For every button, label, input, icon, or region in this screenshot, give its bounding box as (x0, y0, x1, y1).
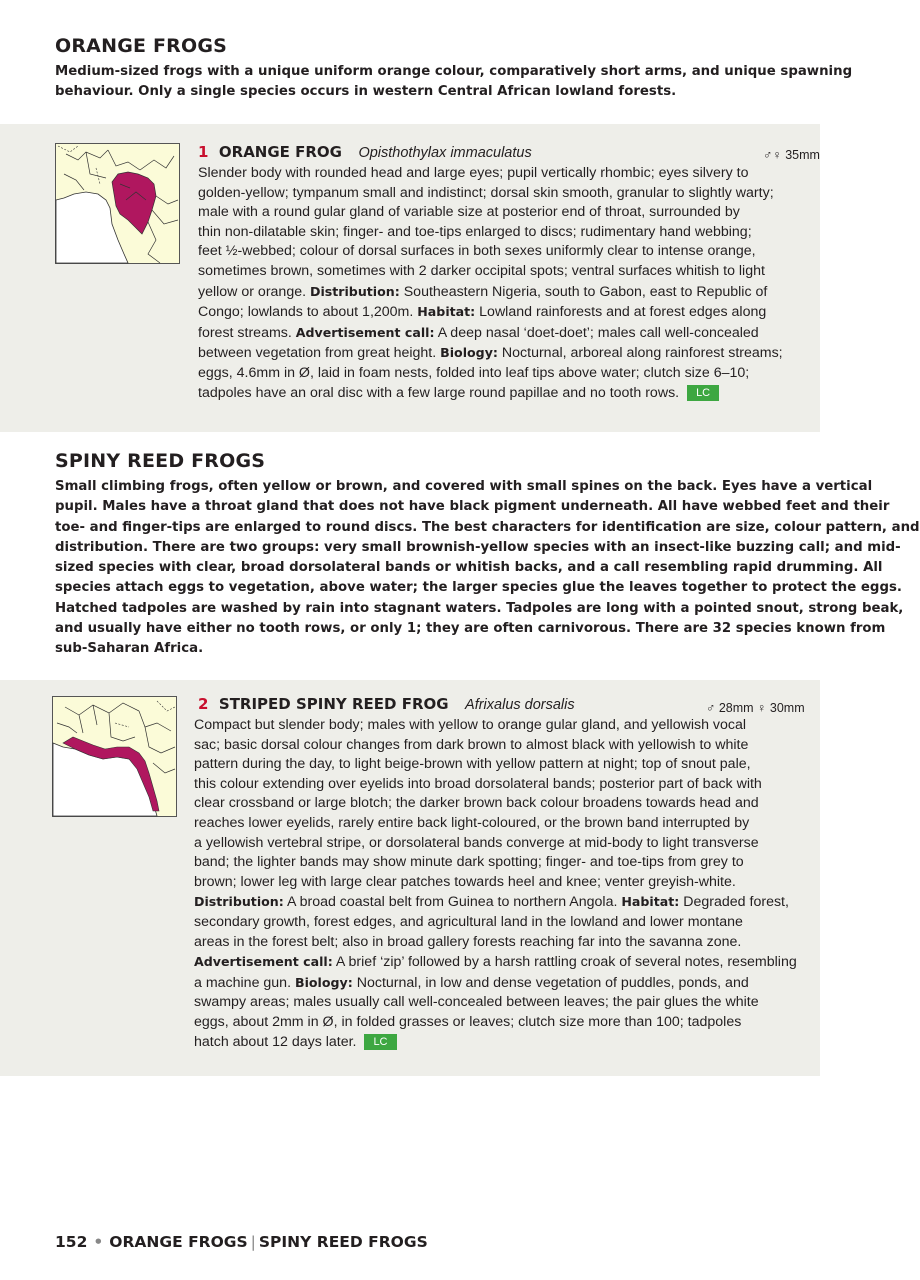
description-text: a machine gun. (194, 974, 295, 991)
footer-section-2: SPINY REED FROGS (258, 1233, 428, 1251)
description-text: pattern during the day, to light beige-brown with yellow pattern at night; top of snout pale, (194, 756, 751, 773)
description-text: a yellowish vertebral stripe, or dorsolateral bands converge at mid-body to light transverse (194, 834, 759, 851)
description-line (194, 973, 797, 994)
field-label: Advertisement call: (295, 324, 435, 340)
intro-line: pupil. Males have a throat gland that does not have black pigment underneath. All have webbed feet and their (55, 499, 890, 515)
description-text: Slender body with rounded head and large eyes; pupil vertically rhombic; eyes silvery to (198, 165, 749, 181)
description-text: secondary growth, forest edges, and agricultural land in the lowland and lower montane (194, 913, 743, 930)
description-line (198, 282, 783, 303)
species-size-orange-frog: ♂♀ 35mm (763, 148, 820, 162)
field-label: Distribution: (309, 283, 400, 299)
description-line (194, 755, 797, 775)
conservation-status-badge: LC (364, 1034, 396, 1050)
intro-line: sub-Saharan Africa. (55, 641, 204, 657)
species-latin-name: Opisthothylax immaculatus (358, 145, 532, 161)
species-common-name: STRIPED SPINY REED FROG (218, 695, 449, 713)
description-text: eggs, about 2mm in Ø, in folded grasses or leaves; clutch size more than 100; tadpoles (194, 1013, 742, 1030)
intro-line: sized species with clear, broad dorsolateral bands or whitish backs, and a call resembling rapid drumming. All (55, 560, 883, 576)
species-size-striped-spiny-reed-frog: ♂ 28mm ♀ 30mm (706, 701, 805, 715)
range-map-orange-frog (55, 143, 180, 264)
intro-line: Small climbing frogs, often yellow or brown, and covered with small spines on the back. Eyes have a vertical (55, 479, 873, 494)
page-number: 152 (55, 1233, 88, 1251)
description-line (198, 184, 783, 204)
species-number: 2 (198, 695, 209, 713)
footer-section-1: ORANGE FROGS (109, 1233, 248, 1251)
description-line (198, 364, 783, 384)
description-text: Lowland rainforests and at forest edges along (475, 304, 767, 321)
species-heading-orange-frog (198, 143, 532, 165)
description-line (194, 1033, 797, 1053)
field-label: Advertisement call: (194, 954, 333, 970)
species-description-orange-frog (198, 164, 783, 403)
description-text: areas in the forest belt; also in broad gallery forests reaching far into the savanna zone. (194, 933, 742, 950)
section-title-orange-frogs: ORANGE FROGS (55, 35, 228, 57)
description-line (198, 242, 783, 262)
description-line (194, 892, 797, 913)
intro-line: toe- and finger-tips are enlarged to round discs. The best characters for identification are size, colour pattern, and (55, 519, 920, 535)
description-line (194, 834, 797, 854)
description-text: golden-yellow; tympanum small and indistinct; dorsal skin smooth, granular to slightly warty; (198, 184, 774, 201)
description-text: Congo; lowlands to about 1,200m. (198, 304, 418, 321)
description-text: clear crossband or large blotch; the darker brown back colour broadens towards head and (194, 795, 759, 812)
description-text: this colour extending over eyelids into broad dorsolateral bands; posterior part of back with (194, 775, 762, 792)
field-label: Distribution: (194, 894, 284, 910)
field-label: Biology: (294, 974, 353, 990)
description-text: eggs, 4.6mm in Ø, laid in foam nests, folded into leaf tips above water; clutch size 6–10; (198, 364, 750, 381)
field-label: Habitat: (621, 894, 680, 910)
range-map-striped-spiny-reed-frog (52, 696, 177, 817)
description-line (198, 323, 783, 344)
bullet-icon: • (93, 1233, 104, 1251)
intro-line: Medium-sized frogs with a unique uniform orange colour, comparatively short arms, and unique spawning (55, 64, 853, 79)
description-line (194, 952, 797, 973)
description-line (194, 913, 797, 933)
description-line (198, 203, 783, 223)
intro-line: species attach eggs to vegetation, above water; the larger species glue the leaves together to protect the eggs. (55, 580, 902, 596)
description-text: Nocturnal, arboreal along rainforest streams; (497, 345, 783, 362)
description-text: Compact but slender body; males with yellow to orange gular gland, and yellowish vocal (194, 717, 747, 733)
species-latin-name: Afrixalus dorsalis (465, 697, 575, 713)
description-line (194, 736, 797, 756)
description-line (194, 1013, 797, 1033)
description-line (194, 933, 797, 953)
divider: | (250, 1233, 256, 1251)
description-line (198, 302, 783, 323)
species-heading-striped-spiny-reed-frog (198, 695, 575, 717)
description-text: forest streams. (198, 324, 296, 341)
species-description-striped-spiny-reed-frog (194, 716, 797, 1052)
description-text: sac; basic dorsal colour changes from dark brown to almost black with yellowish to white (194, 736, 749, 753)
intro-line: and usually have either no tooth rows, or only 1; they are often carnivorous. There are 32 species known from (55, 621, 886, 637)
section-intro-spiny-reed-frogs (55, 477, 920, 660)
description-line (198, 343, 783, 364)
description-line (198, 164, 783, 184)
intro-line: distribution. There are two groups: very small brownish-yellow species with an insect-like buzzing call; and mid- (55, 539, 901, 555)
section-title-spiny-reed-frogs: SPINY REED FROGS (55, 450, 266, 472)
description-text: band; the lighter bands may show minute dark spotting; finger- and toe-tips from grey to (194, 854, 744, 871)
description-text: sometimes brown, sometimes with 2 darker occipital spots; ventral surfaces whitish to light (198, 262, 765, 279)
description-line (194, 873, 797, 893)
description-text: A deep nasal ‘doet-doet’; males call well-concealed (434, 324, 759, 341)
description-text: swampy areas; males usually call well-concealed between leaves; the pair glues the white (194, 994, 759, 1011)
description-text: tadpoles have an oral disc with a few large round papillae and no tooth rows. (198, 384, 680, 401)
description-line (194, 716, 797, 736)
description-text: A broad coastal belt from Guinea to northern Angola. (283, 894, 622, 911)
description-text: thin non-dilatable skin; finger- and toe-tips enlarged to discs; rudimentary hand webbing; (198, 223, 752, 240)
description-line (194, 993, 797, 1013)
description-text: Southeastern Nigeria, south to Gabon, east to Republic of (399, 283, 768, 300)
description-line (198, 223, 783, 243)
section-intro-orange-frogs (55, 62, 853, 103)
description-line (198, 262, 783, 282)
description-text: A brief ‘zip’ followed by a harsh rattling croak of several notes, resembling (332, 954, 797, 971)
description-text: reaches lower eyelids, rarely entire back light-coloured, or the brown band interrupted by (194, 814, 750, 831)
description-text: feet ½-webbed; colour of dorsal surfaces in both sexes uniformly clear to intense orange, (198, 243, 756, 260)
description-line (194, 853, 797, 873)
description-line (198, 384, 783, 404)
description-text: between vegetation from great height. (198, 345, 441, 362)
page-footer (55, 1233, 428, 1251)
description-line (194, 775, 797, 795)
intro-line: behaviour. Only a single species occurs in western Central African lowland forests. (55, 84, 677, 100)
description-text: Degraded forest, (679, 894, 789, 911)
species-number: 1 (198, 143, 209, 161)
description-line (194, 794, 797, 814)
intro-line: Hatched tadpoles are washed by rain into stagnant waters. Tadpoles are long with a pointed snout, strong beak, (55, 600, 904, 616)
description-text: brown; lower leg with large clear patches towards heel and knee; venter greyish-white. (194, 873, 736, 890)
description-text: Nocturnal, in low and dense vegetation of puddles, ponds, and (352, 974, 749, 991)
field-label: Biology: (440, 345, 498, 361)
description-text: hatch about 12 days later. (194, 1033, 357, 1050)
description-text: yellow or orange. (198, 283, 310, 300)
description-text: male with a round gular gland of variable size at posterior end of throat, surrounded by (198, 204, 740, 221)
description-line (194, 814, 797, 834)
conservation-status-badge: LC (687, 385, 719, 401)
species-common-name: ORANGE FROG (218, 143, 342, 161)
field-label: Habitat: (417, 304, 476, 320)
